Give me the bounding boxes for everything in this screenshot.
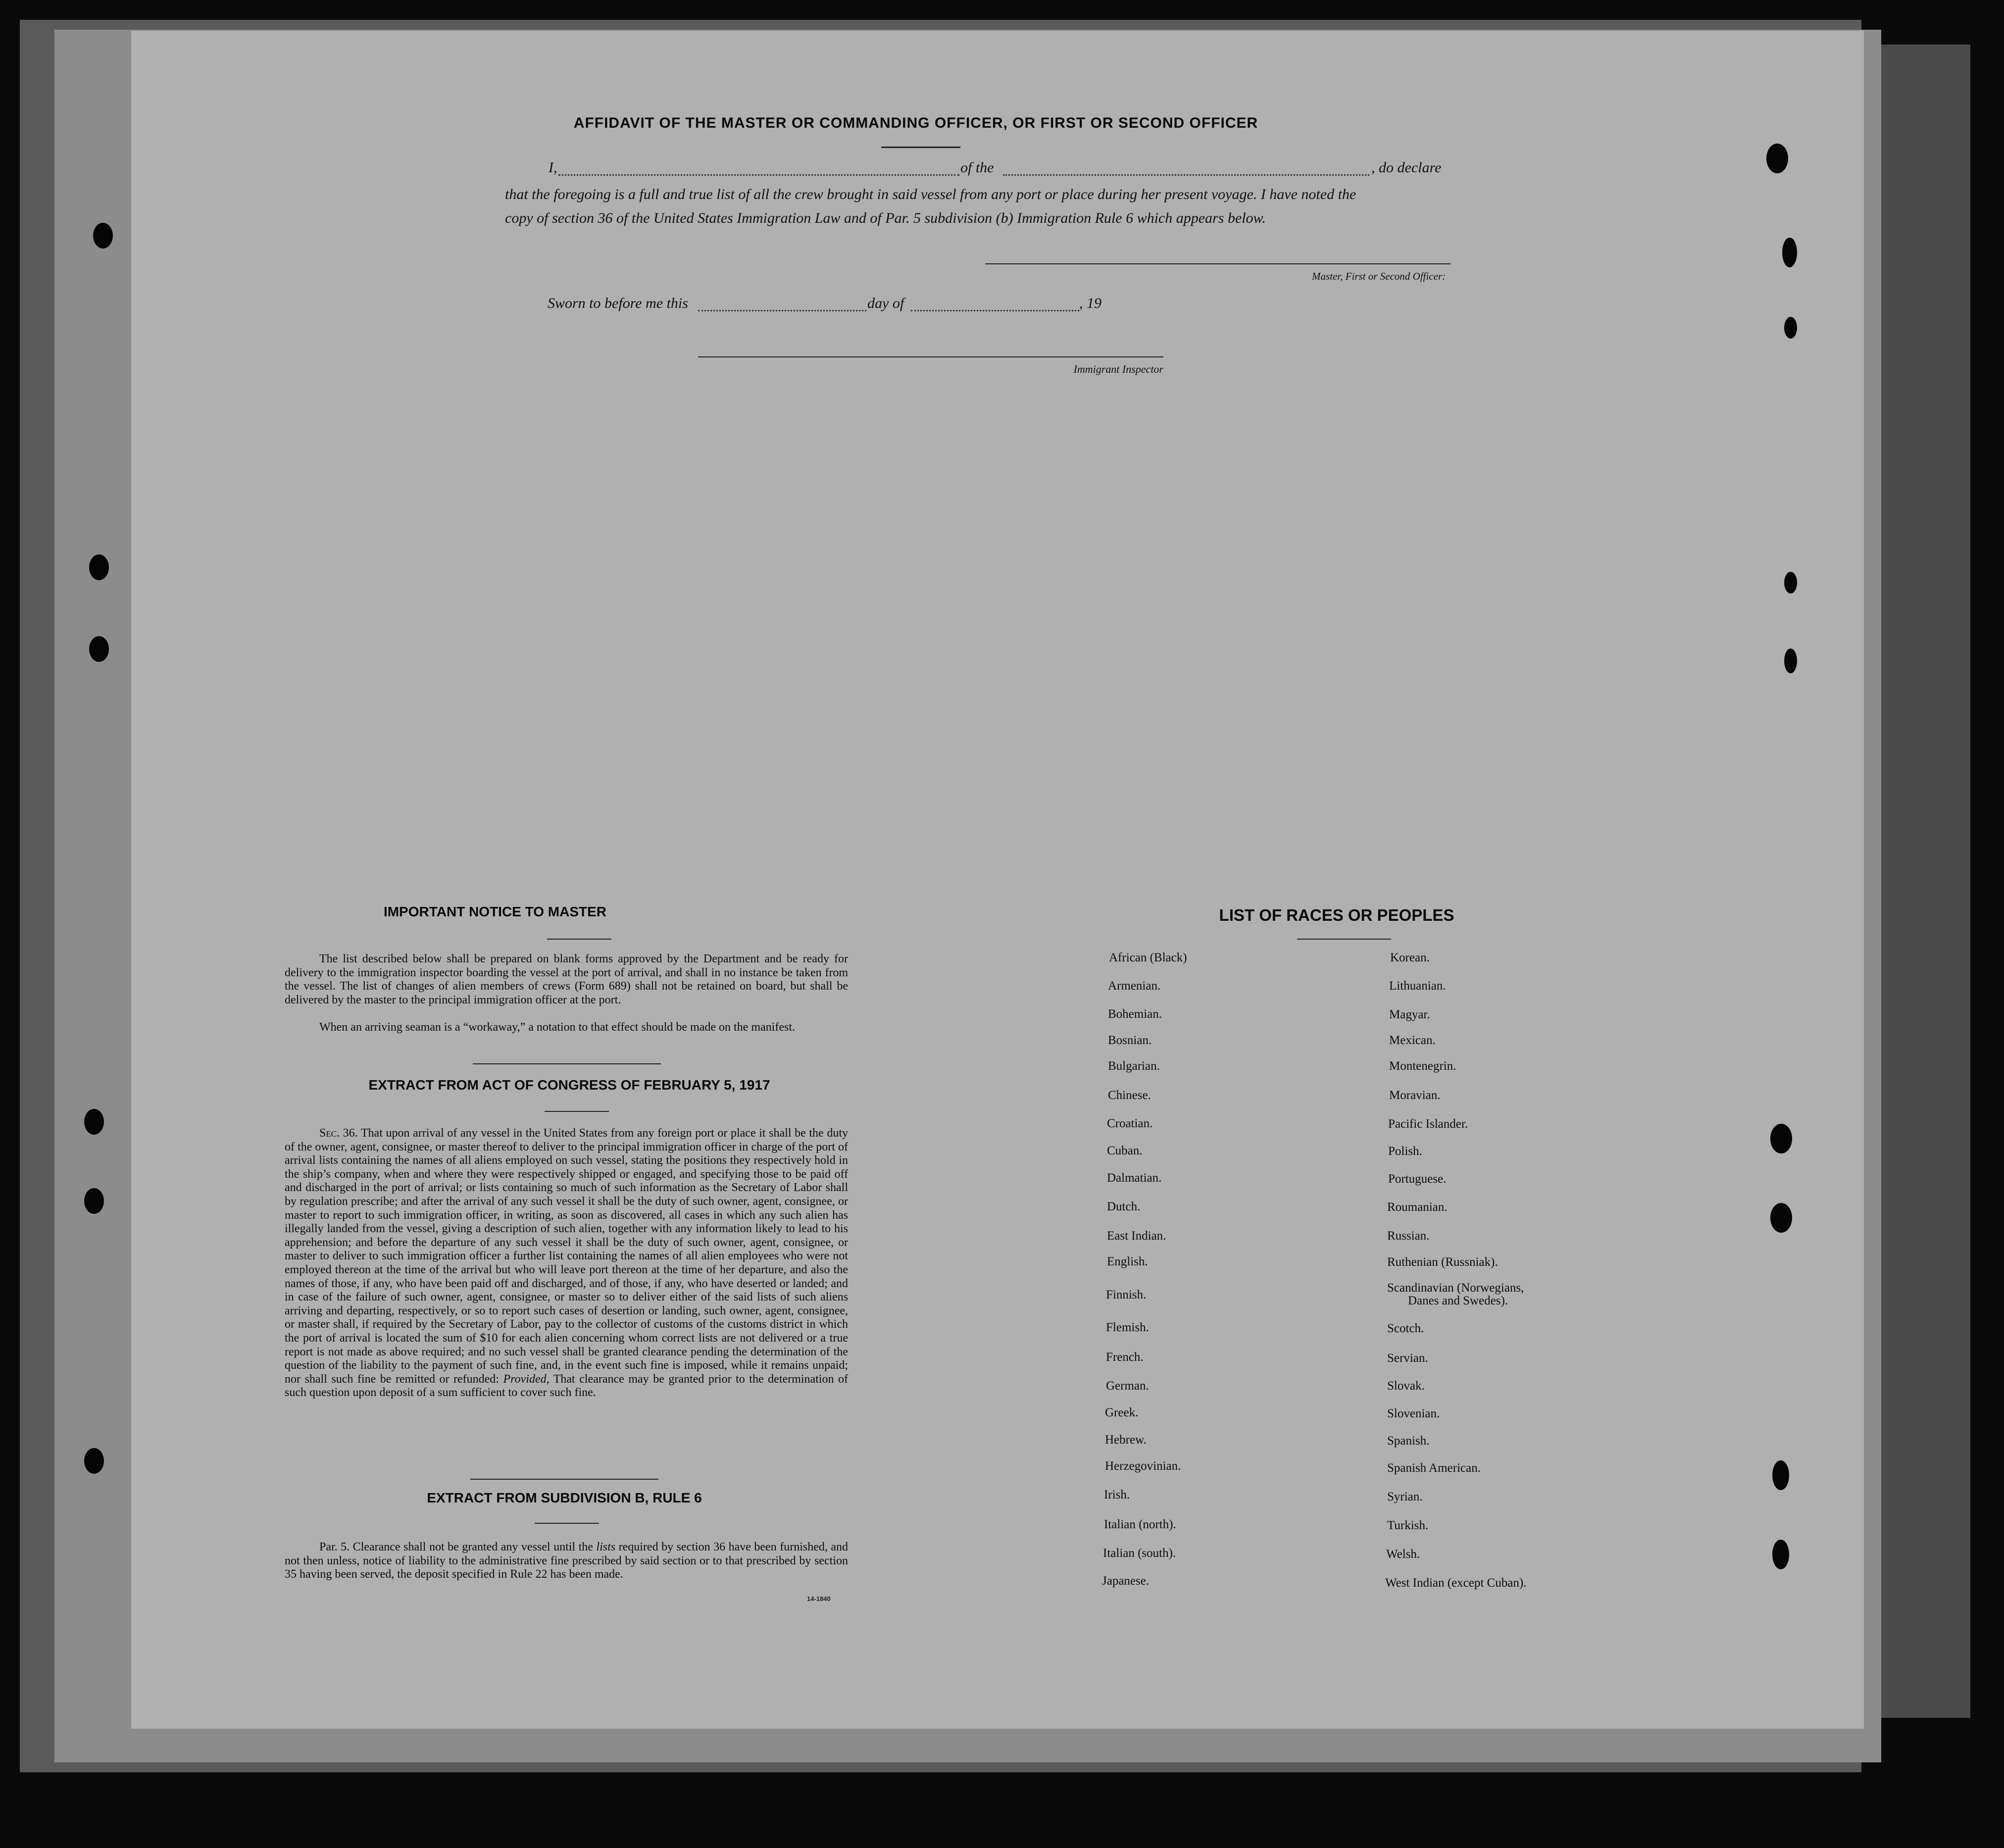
race-right-item: Pacific Islander. (1388, 1117, 1468, 1131)
extract-act-divider-top (473, 1063, 661, 1064)
race-right-item: Spanish American. (1387, 1461, 1481, 1475)
vessel-name-field (1003, 163, 1369, 176)
affidavit-text-line-3: copy of section 36 of the United States Immigration Law and of Par. 5 subdivision (b) Immigration Rule 6 which appears below. (505, 210, 1266, 226)
sworn-label: Sworn to before me this (548, 295, 688, 311)
year-label: , 19 (1079, 295, 1102, 311)
affidavit-i-label: I, (549, 159, 557, 176)
race-right-item: Slovak. (1387, 1379, 1425, 1393)
punch-hole-left-6 (84, 1448, 104, 1474)
race-right-item: Korean. (1390, 951, 1430, 964)
race-left-item: English. (1107, 1255, 1148, 1268)
race-right-item: Mexican. (1389, 1034, 1436, 1047)
punch-hole-right-4 (1784, 572, 1797, 594)
punch-hole-right-1 (1766, 144, 1788, 173)
race-left-item: Bosnian. (1108, 1034, 1152, 1047)
master-signature-line (985, 263, 1451, 264)
race-right-item: Scotch. (1387, 1322, 1424, 1335)
race-right-item: West Indian (except Cuban). (1385, 1576, 1527, 1590)
race-right-item: Magyar. (1389, 1008, 1430, 1021)
paragraph-5 (285, 1541, 848, 1582)
race-left-item: East Indian. (1107, 1229, 1166, 1243)
provided-word: Provided, (503, 1372, 550, 1386)
lists-word: lists (596, 1541, 616, 1553)
extract-act-title: EXTRACT FROM ACT OF CONGRESS OF FEBRUARY 5, 1917 (368, 1077, 770, 1093)
race-right-item: Roumanian. (1387, 1200, 1448, 1214)
paragraph-5-text-end: required by section 36 have been furnished, and not then unless, notice of liability to the administrative fine prescribed by said section or to that prescribed by section 35 having been served, the deposit specified in Rule 22 has been made. (285, 1541, 849, 1581)
sworn-day-field (698, 299, 866, 311)
notice-paragraph-2-text: When an arriving seaman is a “workaway,” a notation to that effect should be made on the manifest. (319, 1021, 795, 1034)
notice-title: IMPORTANT NOTICE TO MASTER (383, 904, 607, 919)
race-left-item: Greek. (1105, 1406, 1139, 1419)
race-right-item: Polish. (1388, 1145, 1422, 1158)
inspector-signature-line (698, 356, 1163, 357)
race-right-item: Spanish. (1387, 1434, 1430, 1448)
race-left-item: Flemish. (1106, 1321, 1149, 1334)
affidavit-text-line-2: that the foregoing is a full and true list of all the crew brought in said vessel from any port or place during her present voyage. I have noted the (505, 186, 1356, 202)
race-right-item: Ruthenian (Russniak). (1387, 1255, 1498, 1269)
race-left-item: Dutch. (1107, 1200, 1141, 1213)
race-left-item: Irish. (1104, 1488, 1130, 1501)
races-title: LIST OF RACES OR PEOPLES (1219, 906, 1454, 924)
race-left-item: Italian (south). (1103, 1547, 1176, 1560)
race-left-item: Armenian. (1108, 979, 1161, 993)
race-right-item: Lithuanian. (1389, 979, 1446, 993)
extract-rule-divider-top (470, 1479, 658, 1480)
officer-name-field (558, 163, 959, 176)
punch-hole-right-6 (1770, 1124, 1792, 1153)
inspector-label: Immigrant Inspector (1073, 363, 1163, 375)
notice-paragraph-1-text: The list described below shall be prepared on blank forms approved by the Department and be ready for delivery to the immigration inspector boarding the vessel at the port of arrival, and shall in no instance be taken from the vessel. The list of changes of alien members of crews (Form 689) shall not be retained on board, but shall be delivered by the master to the principal immigration officer at the port. (285, 952, 848, 1006)
form-number: 14-1840 (807, 1595, 831, 1602)
race-left-item: Bulgarian. (1108, 1059, 1160, 1073)
title-divider (881, 147, 960, 148)
race-left-item: German. (1106, 1379, 1149, 1393)
paragraph-5-text: Par. 5. Clearance shall not be granted any vessel until the (319, 1541, 593, 1553)
punch-hole-right-3 (1784, 317, 1797, 339)
punch-hole-left-1 (93, 223, 113, 249)
section-36-text-end: That clearance may be granted prior to the determination of such question upon deposit of a sum sufficient to cover such fine. (285, 1372, 848, 1399)
race-left-item: Herzegovinian. (1105, 1459, 1181, 1473)
section-36-text: That upon arrival of any vessel in the United States from any foreign port or place it shall be the duty of the owner, agent, consignee, or master thereof to deliver to the principal immigration officer in charge of the port of arrival lists containing the names of all aliens employed on such vessel, stating the positions they respectively hold in the ship’s company, when and where they were respectively shipped or engaged, and specifying those to be paid off and discharged in the port of arrival; or lists containing so much of such information as the Secretary of Labor shall by regulation prescribe; and after the arrival of any such vessel it shall be the duty of such owner, agent, consignee, or master to report to such immigration officer, in writing, as soon as discovered, all cases in which any such alien has illegally landed from the vessel, giving a description of such alien, together with any information likely to lead to his apprehension; and before the departure of any such vessel it shall be the duty of such owner, agent, consignee, or master to deliver to such immigration officer a further list containing the names of all alien employees who were not employed thereon at the time of the arrival but who will leave port thereon at the time of her departure, and also the names of those, if any, who have been paid off and discharged, and of those, if any, who have deserted or landed; and in case of the failure of such owner, agent, consignee, or master so to deliver either of the said lists of such aliens arriving and departing, respectively, or so to report such cases of desertion or landing, such owner, agent, consignee, or master shall, if required by the Secretary of Labor, pay to the collector of customs of the customs district in which the port of arrival is located the sum of $10 for each alien concerning whom correct lists are not delivered or a true report is not made as above required; and no such vessel shall be granted clearance pending the determination of the question of the liability to the payment of such fine, and, in the event such fine is imposed, while it remains unpaid; nor shall such fine be remitted or refunded: (285, 1127, 848, 1386)
do-declare-label: , do declare (1371, 159, 1442, 176)
punch-hole-right-7 (1770, 1203, 1792, 1233)
race-right-item: Servian. (1387, 1351, 1428, 1365)
race-right-item: Welsh. (1386, 1548, 1420, 1561)
race-right-item: Russian. (1387, 1229, 1430, 1243)
punch-hole-right-2 (1782, 238, 1797, 267)
race-left-item: Hebrew. (1105, 1433, 1147, 1447)
race-left-item: Croatian. (1107, 1117, 1153, 1130)
race-left-item: Italian (north). (1104, 1518, 1176, 1531)
extract-act-divider (545, 1111, 609, 1112)
affidavit-title: AFFIDAVIT OF THE MASTER OR COMMANDING OFFICER, OR FIRST OR SECOND OFFICER (573, 115, 1258, 131)
punch-hole-right-8 (1772, 1460, 1789, 1490)
race-right-item: Portuguese. (1388, 1172, 1447, 1186)
punch-hole-right-9 (1772, 1540, 1789, 1569)
notice-divider (547, 939, 611, 940)
manifest-page (131, 31, 1864, 1729)
notice-paragraph-1 (285, 952, 848, 1007)
section-36-paragraph (285, 1127, 848, 1400)
race-left-item: French. (1106, 1350, 1144, 1364)
race-left-item: Bohemian. (1108, 1007, 1162, 1021)
section-36-label: Sec. 36. (319, 1127, 358, 1140)
affidavit-of-the-label: of the (960, 159, 994, 176)
punch-hole-left-5 (84, 1188, 104, 1214)
punch-hole-left-3 (89, 636, 109, 662)
extract-rule-title: EXTRACT FROM SUBDIVISION B, RULE 6 (427, 1490, 702, 1505)
race-right-item: Syrian. (1387, 1490, 1423, 1503)
race-right-item: Montenegrin. (1389, 1059, 1456, 1073)
master-signature-label: Master, First or Second Officer: (1311, 270, 1446, 282)
extract-rule-divider (535, 1523, 599, 1524)
race-right-item: Scandinavian (Norwegians, (1387, 1281, 1524, 1295)
punch-hole-left-2 (89, 554, 109, 580)
sworn-month-field (911, 299, 1079, 311)
race-right-item: Slovenian. (1387, 1407, 1440, 1420)
race-right-item-continued: Danes and Swedes). (1408, 1294, 1508, 1307)
race-left-item: Japanese. (1102, 1574, 1150, 1588)
race-left-item: Finnish. (1106, 1288, 1147, 1301)
day-of-label: day of (867, 295, 904, 311)
punch-hole-left-4 (84, 1109, 104, 1135)
races-divider (1297, 939, 1391, 940)
race-left-item: African (Black) (1109, 951, 1187, 964)
race-left-item: Dalmatian. (1107, 1171, 1162, 1185)
punch-hole-right-5 (1784, 649, 1797, 673)
race-left-item: Cuban. (1107, 1144, 1143, 1157)
notice-paragraph-2 (285, 1021, 848, 1035)
race-right-item: Turkish. (1387, 1519, 1429, 1532)
race-right-item: Moravian. (1389, 1089, 1441, 1102)
race-left-item: Chinese. (1108, 1089, 1151, 1102)
